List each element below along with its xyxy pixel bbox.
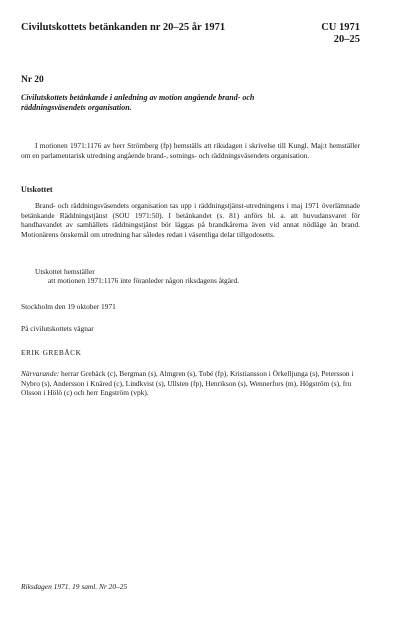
place-date: Stockholm den 19 oktober 1971: [21, 302, 116, 311]
intro-paragraph: I motionen 1971:1176 av herr Strömberg (fp) hemställs att riksdagen i skrivelse till Kungl. Maj:t hemställer om en parlamentarisk utredning angående brand-, sotnings- och räddningsväsendets organisation.: [21, 141, 360, 160]
section-title: Utskottet: [21, 185, 53, 194]
report-heading: Civilutskottets betänkande i anledning av motion angående brand- och räddningsväsendets organisation.: [21, 93, 255, 112]
section-body: Brand- och räddningsväsendets organisation tas upp i räddningstjänst-utredningens i maj 1971 överlämnade betänkande Räddningstjänst (SOU 1971:50). I betänkandet (s. 81) anförs bl. a. att huvudansvaret för handhavandet av samhällets räddningstjänst bör läggas på brandkårerna även vid annat nödläge än brand. Motionärens önskemål om utredning har således redan i väsentliga delar tillgodosetts.: [21, 201, 360, 239]
running-header-code: [321, 22, 360, 46]
code-line-year: CU 1971: [321, 22, 360, 33]
page-footer: Riksdagen 1971. 19 saml. Nr 20–25: [21, 582, 128, 591]
motion-label: Utskottet hemställer: [35, 267, 95, 276]
code-line-numbers: 20–25: [333, 34, 360, 45]
signer-name: ERIK GREBÄCK: [21, 348, 82, 357]
report-number: Nr 20: [21, 75, 44, 85]
motion-text: att motionen 1971:1176 inte föranleder någon riksdagens åtgärd.: [48, 276, 240, 285]
running-header-title: Civilutskottets betänkanden nr 20–25 år 1971: [21, 22, 226, 33]
on-behalf-line: På civilutskottets vägnar: [21, 324, 94, 333]
present-members: [21, 369, 356, 398]
present-list: herrar Grebäck (c), Bergman (s), Almgren (s), Tobé (fp), Kristiansson i Örkelljunga (s), Petersson i Nybro (s), Andersson i Knäred (c), Lindkvist (s), Ullsten (fp), Henrikson (s), Wennerfors (m), Högström (s), fru Olsson i Hölö (c) och herr Engström (vpk).: [21, 369, 354, 398]
present-label: Närvarande:: [21, 369, 60, 378]
